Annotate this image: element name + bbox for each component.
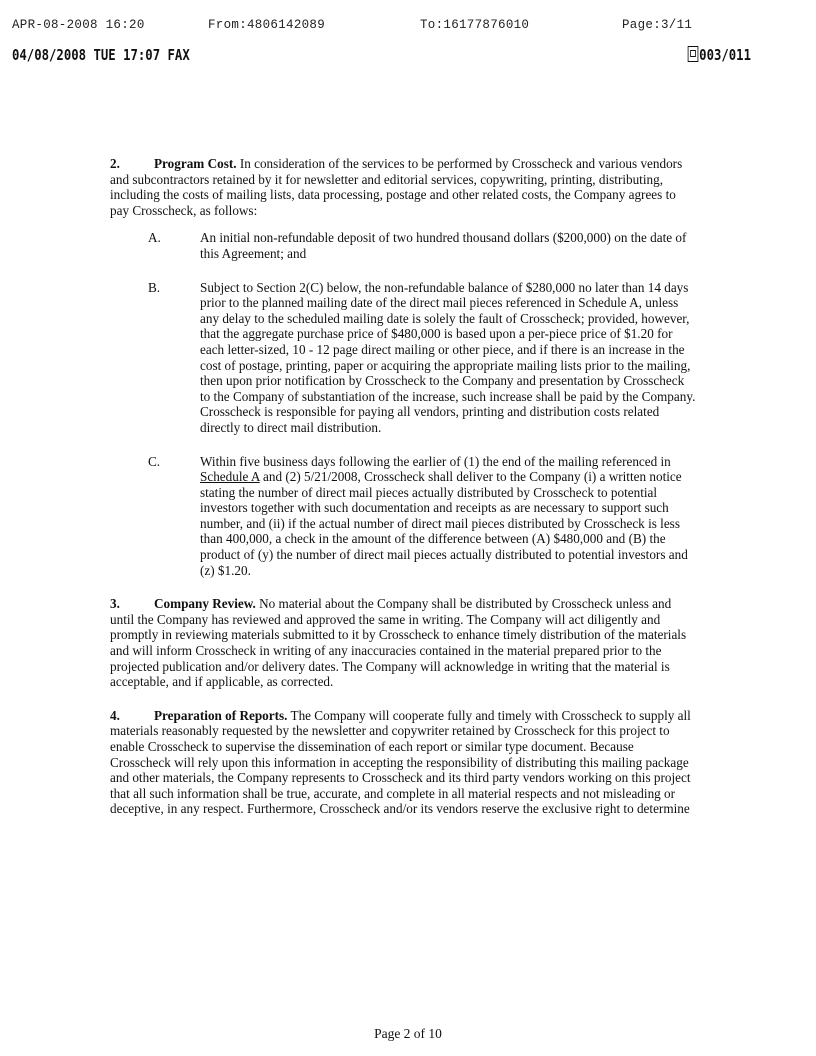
page-footer <box>0 1026 816 1042</box>
item-letter: C. <box>148 453 161 469</box>
section-heading: Program Cost. <box>154 156 237 171</box>
section-paragraph <box>110 596 696 690</box>
fax-datetime: APR-08-2008 16:20 <box>12 18 145 32</box>
section-text: In consideration of the services to be performed by Crosscheck and various vendors and subcontractors retained by it for newsletter and editorial services, copywriting, printing, distributing, including the costs of mailing lists, data processing, postage and other related costs, the Company agrees to pay Crosscheck, as follows: <box>110 156 683 218</box>
item-text-before: Within five business days following the earlier of (1) the end of the mailing referenced in <box>200 453 671 469</box>
document-body <box>110 156 696 835</box>
list-item-a <box>110 230 696 261</box>
section-heading: Company Review. <box>154 596 256 612</box>
fax-page-icon <box>688 46 699 62</box>
section-paragraph <box>110 156 696 218</box>
section-program-cost <box>110 156 696 578</box>
fax-machine-stamp <box>12 46 751 64</box>
section-heading: Preparation of Reports. <box>154 707 288 723</box>
fax-stamp-page: 003/011 <box>699 46 751 64</box>
fax-stamp-datetime: 04/08/2008 TUE 17:07 FAX <box>12 46 190 64</box>
item-text: Subject to Section 2(C) below, the non-refundable balance of $280,000 no later than 14 days prior to the planned mailing date of the direct mail pieces referenced in Schedule A, unless any delay to the scheduled mailing date is solely the fault of Crosscheck; provided, however, that the aggregate purchase price of $480,000 is based upon a per-piece price of $1.20 for each letter-sized, 10 - 12 page direct mailing or other piece, and if there is an increase in the cost of postage, printing, paper or acquiring the appropriate mailing lists prior to the mailing, then upon prior notification by Crosscheck to the Company and presentation by Crosscheck to the Company of substantiation of the increase, such increase shall be paid by the Company. Crosscheck is responsible for paying all vendors, printing and distribution costs related directly to direct mail distribution. <box>200 279 696 435</box>
item-text: An initial non-refundable deposit of two hundred thousand dollars ($200,000) on the date of this Agreement; and <box>200 230 687 261</box>
list-item-b <box>110 280 696 436</box>
item-text <box>200 454 696 579</box>
list-item-c <box>110 454 696 579</box>
item-letter: A. <box>148 230 161 246</box>
fax-page: Page:3/11 <box>622 18 693 32</box>
section-number: 3. <box>110 596 120 612</box>
section-paragraph <box>110 708 696 817</box>
schedule-a-reference: Schedule A <box>200 469 260 485</box>
item-text-after: and (2) 5/21/2008, Crosscheck shall deliver to the Company (i) a written notice stating the number of direct mail pieces actually distributed by Crosscheck to potential investors together with such documentation and receipts as are necessary to support such number, and (ii) if the actual number of direct mail pieces distributed by Crosscheck is less than 400,000, a check in the amount of the difference between (A) $480,000 and (B) the product of (y) the number of direct mail pieces actually distributed to potential investors and (z) $1.20. <box>200 469 688 578</box>
section-number: 4. <box>110 707 120 723</box>
section-number: 2. <box>110 156 120 171</box>
section-text: No material about the Company shall be distributed by Crosscheck unless and until the Company has reviewed and approved the same in writing. The Company will act diligently and promptly in reviewing materials submitted to it by Crosscheck to enhance timely distribution of the materials and will inform Crosscheck in writing of any inaccuracies contained in the material prepared prior to the projected publication and/or delivery dates. The Company will acknowledge in writing that the material is acceptable, and if applicable, as corrected. <box>110 596 687 690</box>
fax-to: To:16177876010 <box>420 18 530 32</box>
page-number: Page 2 of 10 <box>374 1026 442 1041</box>
fax-stamp-page-group <box>688 46 751 64</box>
fax-from: From:4806142089 <box>208 18 326 32</box>
item-letter: B. <box>148 279 161 295</box>
section-preparation-of-reports <box>110 708 696 817</box>
section-company-review <box>110 596 696 690</box>
section-text: The Company will cooperate fully and timely with Crosscheck to supply all materials reasonably requested by the newsletter and copywriter retained by Crosscheck for this project to enable Crosscheck to supervise the dissemination of each report or similar type document. Because Crosscheck will rely upon this information in accepting the responsibility of distributing this mailing package and other materials, the Company represents to Crosscheck and its third party vendors working on this project that all such information shall be true, accurate, and complete in all material respects and not misleading or deceptive, in any respect. Furthermore, Crosscheck and/or its vendors reserve the exclusive right to determine <box>110 707 691 817</box>
